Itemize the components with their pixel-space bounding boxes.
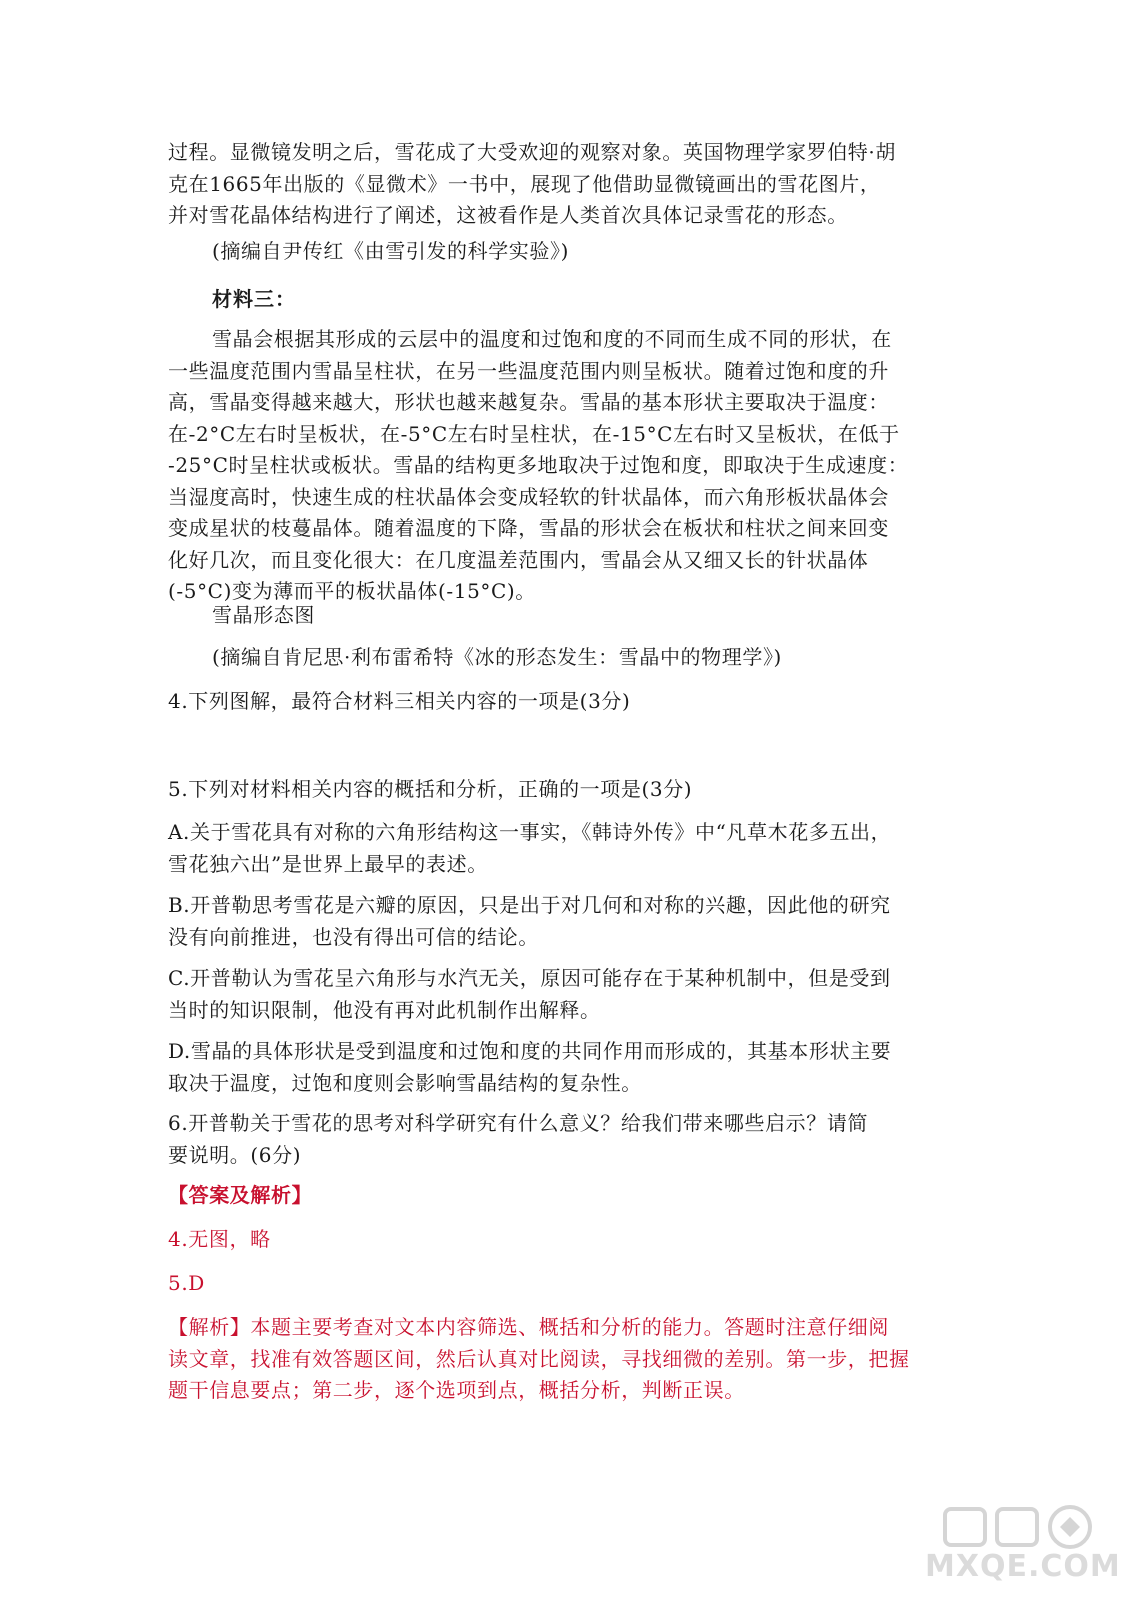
text-line: 当时的知识限制，他没有再对此机制作出解释。 (168, 997, 601, 1022)
option-b (168, 890, 948, 953)
text-line: 一些温度范围内雪晶呈柱状，在另一些温度范围内则呈板状。随着过饱和度的升 (168, 358, 889, 383)
text-line: 没有向前推进，也没有得出可信的结论。 (168, 924, 539, 949)
option-d (168, 1036, 948, 1099)
text-line: 取决于温度，过饱和度则会影响雪晶结构的复杂性。 (168, 1070, 642, 1095)
material3-heading: 材料三： (212, 287, 296, 311)
option-c (168, 963, 948, 1026)
text-line: 【解析】本题主要考查对文本内容筛选、概括和分析的能力。答题时注意仔细阅 (168, 1315, 889, 1339)
material3-source: (摘编自肯尼思·利布雷希特《冰的形态发生：雪晶中的物理学》) (212, 645, 782, 669)
text-line: -25°C时呈柱状或板状。雪晶的结构更多地取决于过饱和度，即取决于生成速度： (168, 453, 909, 477)
text-line: 要说明。(6分) (168, 1142, 302, 1167)
watermark-logo (925, 1503, 1121, 1593)
text-line: A.关于雪花具有对称的六角形结构这一事实，《韩诗外传》中“凡草木花多五出， (168, 820, 892, 844)
text-line: 并对雪花晶体结构进行了阐述，这被看作是人类首次具体记录雪花的形态。 (168, 203, 848, 227)
answer-heading: 【答案及解析】 (168, 1183, 313, 1207)
answer-5: 5.D (168, 1271, 205, 1295)
option-a (168, 817, 948, 880)
text-line: 高，雪晶变得越来越大，形状也越来越复杂。雪晶的基本形状主要取决于温度： (168, 390, 889, 414)
text-line: 过程。显微镜发明之后，雪花成了大受欢迎的观察对象。英国物理学家罗伯特·胡 (168, 140, 896, 164)
text-line: 变成星状的枝蔓晶体。随着温度的下降，雪晶的形状会在板状和柱状之间来回变 (168, 516, 889, 540)
text-line: 题干信息要点；第二步，逐个选项到点，概括分析，判断正误。 (168, 1378, 745, 1402)
figure-caption: 雪晶形态图 (212, 603, 315, 627)
watermark-text: MXQE.COM (925, 1549, 1121, 1584)
question-5: 5.下列对材料相关内容的概括和分析，正确的一项是(3分) (168, 777, 693, 801)
text-line: 克在1665年出版的《显微术》一书中，展现了他借助显微镜画出的雪花图片， (168, 171, 881, 196)
text-line: 化好几次，而且变化很大：在几度温差范围内，雪晶会从又细又长的针状晶体 (168, 547, 869, 572)
text-line: B.开普勒思考雪花是六瓣的原因，只是出于对几何和对称的兴趣，因此他的研究 (168, 893, 891, 917)
question-4: 4.下列图解，最符合材料三相关内容的一项是(3分) (168, 689, 631, 713)
text-line: C.开普勒认为雪花呈六角形与水汽无关，原因可能存在于某种机制中，但是受到 (168, 966, 891, 990)
text-line: 6.开普勒关于雪花的思考对科学研究有什么意义？给我们带来哪些启示？请简 (168, 1111, 869, 1135)
material2-source: (摘编自尹传红《由雪引发的科学实验》) (212, 239, 570, 263)
material2-paragraph (168, 137, 948, 232)
watermark-emblem-icon (925, 1503, 1115, 1553)
material3-paragraph (168, 324, 948, 608)
text-line: 雪晶会根据其形成的云层中的温度和过饱和度的不同而生成不同的形状，在 (212, 327, 892, 351)
question-6 (168, 1108, 948, 1171)
text-line: (-5°C)变为薄而平的板状晶体(-15°C)。 (168, 579, 536, 603)
text-line: 读文章，找准有效答题区间，然后认真对比阅读，寻找细微的差别。第一步，把握 (168, 1346, 910, 1371)
answer-4: 4.无图，略 (168, 1227, 271, 1251)
text-line: 当湿度高时，快速生成的柱状晶体会变成轻软的针状晶体，而六角形板状晶体会 (168, 484, 889, 509)
analysis-paragraph (168, 1312, 948, 1407)
text-line: D.雪晶的具体形状是受到温度和过饱和度的共同作用而形成的，其基本形状主要 (168, 1039, 892, 1063)
text-line: 雪花独六出”是世界上最早的表述。 (168, 851, 488, 876)
text-line: 在-2°C左右时呈板状，在-5°C左右时呈柱状，在-15°C左右时又呈板状，在低于 (168, 421, 900, 446)
